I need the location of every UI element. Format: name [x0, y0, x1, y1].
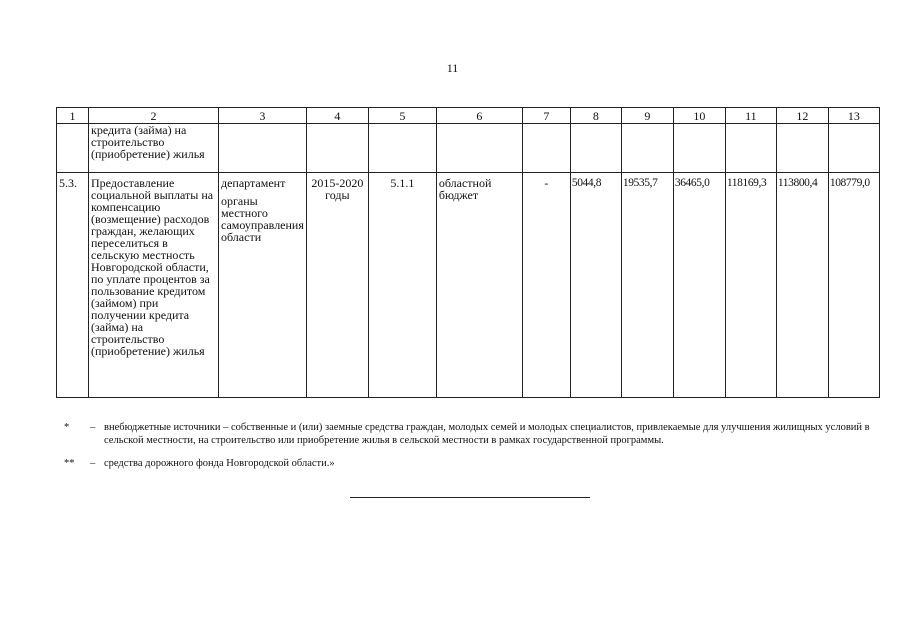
header-cell: 8	[570, 108, 621, 124]
source-cell: областной бюджет	[436, 173, 522, 398]
description-cell: кредита (займа) на строительство (приобретение) жилья	[89, 124, 219, 173]
empty-cell	[673, 124, 725, 173]
header-cell: 11	[725, 108, 776, 124]
value-cell-13: 108779,0	[828, 173, 879, 398]
header-cell: 2	[89, 108, 219, 124]
empty-cell	[219, 124, 307, 173]
header-cell: 4	[306, 108, 368, 124]
period-cell: 2015-2020 годы	[306, 173, 368, 398]
end-rule	[350, 497, 590, 498]
footnote-mark: *	[64, 422, 70, 433]
header-cell: 1	[57, 108, 89, 124]
executor-secondary: органы местного самоуправления области	[221, 194, 304, 244]
description-cell: Предоставление социальной выплаты на компенсацию (возмещение) расходов граждан, желающих переселиться в сельскую местность Новгородской области, по уплате процентов за пользование кредитом (займом) при получении кредита (займа) на строительство (приобретение) жилья	[89, 173, 219, 398]
value-cell-8: 5044,8	[570, 173, 621, 398]
table-row	[57, 173, 880, 398]
header-cell: 10	[673, 108, 725, 124]
value-cell-7: -	[522, 173, 570, 398]
value-cell-10: 36465,0	[673, 173, 725, 398]
header-cell: 5	[368, 108, 436, 124]
empty-cell	[522, 124, 570, 173]
footnote-dash: –	[90, 458, 96, 469]
empty-cell	[828, 124, 879, 173]
value-cell-12: 113800,4	[776, 173, 828, 398]
footnote	[64, 421, 874, 447]
executor-primary: департамент	[221, 176, 286, 190]
header-cell: 13	[828, 108, 879, 124]
footnote-dash: –	[90, 422, 96, 433]
footnote-text: внебюджетные источники – собственные и (или) заемные средства граждан, молодых семей и молодых специалистов, привлекаемые для улучшения жилищных условий в сельской местности, на строительство или приобретение жилья в сельской местности в рамках государственной программы.	[104, 422, 870, 446]
footnotes	[64, 421, 874, 470]
header-cell: 7	[522, 108, 570, 124]
continuation-row	[57, 124, 880, 173]
header-cell: 6	[436, 108, 522, 124]
executor-cell	[219, 173, 307, 398]
footnote	[64, 457, 874, 470]
header-cell: 3	[219, 108, 307, 124]
empty-cell	[436, 124, 522, 173]
footnote-mark: **	[64, 458, 75, 469]
header-cell: 12	[776, 108, 828, 124]
header-cell: 9	[621, 108, 673, 124]
target-index-cell: 5.1.1	[368, 173, 436, 398]
header-row	[57, 108, 880, 124]
row-number: 5.3.	[57, 173, 89, 398]
value-cell-9: 19535,7	[621, 173, 673, 398]
page-number: 11	[446, 61, 459, 75]
empty-cell	[621, 124, 673, 173]
empty-cell	[570, 124, 621, 173]
empty-cell	[725, 124, 776, 173]
program-table	[56, 107, 880, 398]
empty-cell	[57, 124, 89, 173]
empty-cell	[368, 124, 436, 173]
empty-cell	[776, 124, 828, 173]
empty-cell	[306, 124, 368, 173]
footnote-text: средства дорожного фонда Новгородской области.»	[104, 458, 335, 469]
value-cell-11: 118169,3	[725, 173, 776, 398]
